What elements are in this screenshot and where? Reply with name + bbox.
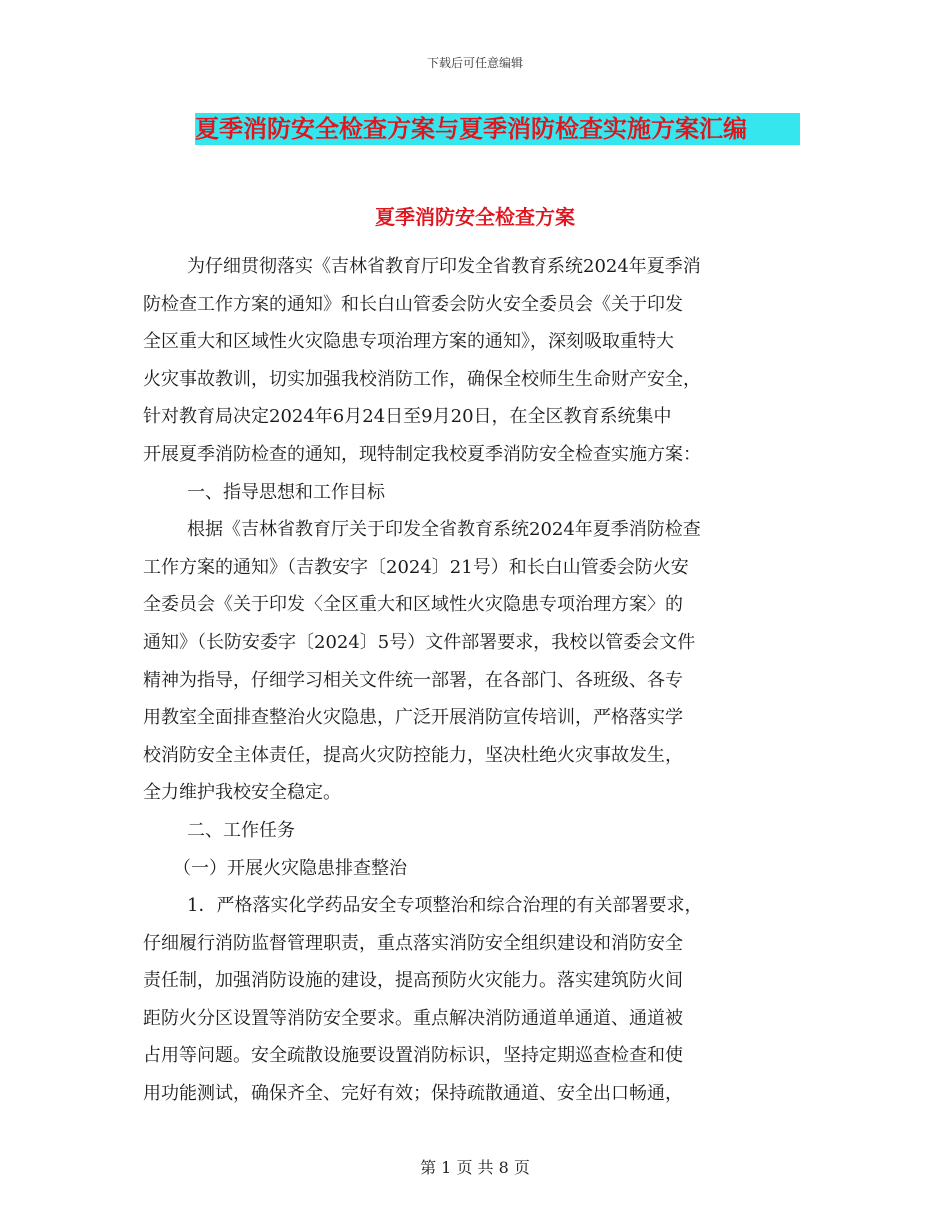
text-line: 火灾事故教训，切实加强我校消防工作，确保全校师生生命财产安全， [143, 368, 701, 390]
text-line: 全区重大和区域性火灾隐患专项治理方案的通知》，深刻吸取重特大 [143, 331, 674, 353]
page-footer: 第 1 页 共 8 页 [420, 1158, 530, 1177]
document-body [143, 248, 813, 1113]
header-note: 下载后可任意编辑 [426, 56, 523, 70]
text-line: 通知》（长防安委字〔2024〕5号）文件部署要求，我校以管委会文件 [143, 631, 696, 653]
text-line: 仔细履行消防监督管理职责，重点落实消防安全组织建设和消防安全 [143, 932, 683, 954]
text-line: （一）开展火灾隐患排查整治 [173, 857, 407, 879]
text-line: 开展夏季消防检查的通知，现特制定我校夏季消防安全检查实施方案： [143, 443, 701, 465]
text-line: 全委员会《关于印发〈全区重大和区域性火灾隐患专项治理方案〉的 [143, 594, 683, 616]
text-line: 用教室全面排查整治火灾隐患，广泛开展消防宣传培训，严格落实学 [143, 707, 683, 729]
paragraph-item-1 [143, 887, 813, 1113]
text-line: 责任制，加强消防设施的建设，提高预防火灾能力。落实建筑防火间 [143, 970, 683, 992]
main-title: 夏季消防安全检查方案与夏季消防检查实施方案汇编 [195, 113, 800, 145]
heading-2-1 [143, 850, 813, 888]
text-line: 为仔细贯彻落实《吉林省教育厅印发全省教育系统2024年夏季消 [187, 256, 701, 277]
text-line: 二、工作任务 [187, 819, 295, 841]
heading-2 [143, 812, 813, 850]
text-line: 针对教育局决定2024年6月24日至9月20日，在全区教育系统集中 [143, 406, 672, 428]
text-line: 防检查工作方案的通知》和长白山管委会防火安全委员会《关于印发 [143, 293, 683, 315]
text-line: 根据《吉林省教育厅关于印发全省教育系统2024年夏季消防检查 [187, 519, 701, 541]
text-line: 工作方案的通知》（吉教安字〔2024〕21号）和长白山管委会防火安 [143, 556, 689, 578]
section-title: 夏季消防安全检查方案 [375, 205, 575, 229]
text-line: 校消防安全主体责任，提高火灾防控能力，坚决杜绝火灾事故发生， [143, 744, 683, 766]
heading-1 [143, 474, 813, 512]
text-line: 精神为指导，仔细学习相关文件统一部署，在各部门、各班级、各专 [143, 669, 683, 691]
text-line: 一、指导思想和工作目标 [187, 481, 385, 503]
paragraph-intro [143, 248, 813, 474]
text-line: 1．严格落实化学药品安全专项整治和综合治理的有关部署要求， [187, 895, 703, 917]
text-line: 用功能测试，确保齐全、完好有效；保持疏散通道、安全出口畅通， [143, 1083, 683, 1105]
text-line: 占用等问题。安全疏散设施要设置消防标识，坚持定期巡查检查和使 [143, 1045, 683, 1067]
text-line: 全力维护我校安全稳定。 [143, 782, 341, 804]
paragraph-basis [143, 511, 813, 812]
text-line: 距防火分区设置等消防安全要求。重点解决消防通道单通道、通道被 [143, 1007, 683, 1029]
